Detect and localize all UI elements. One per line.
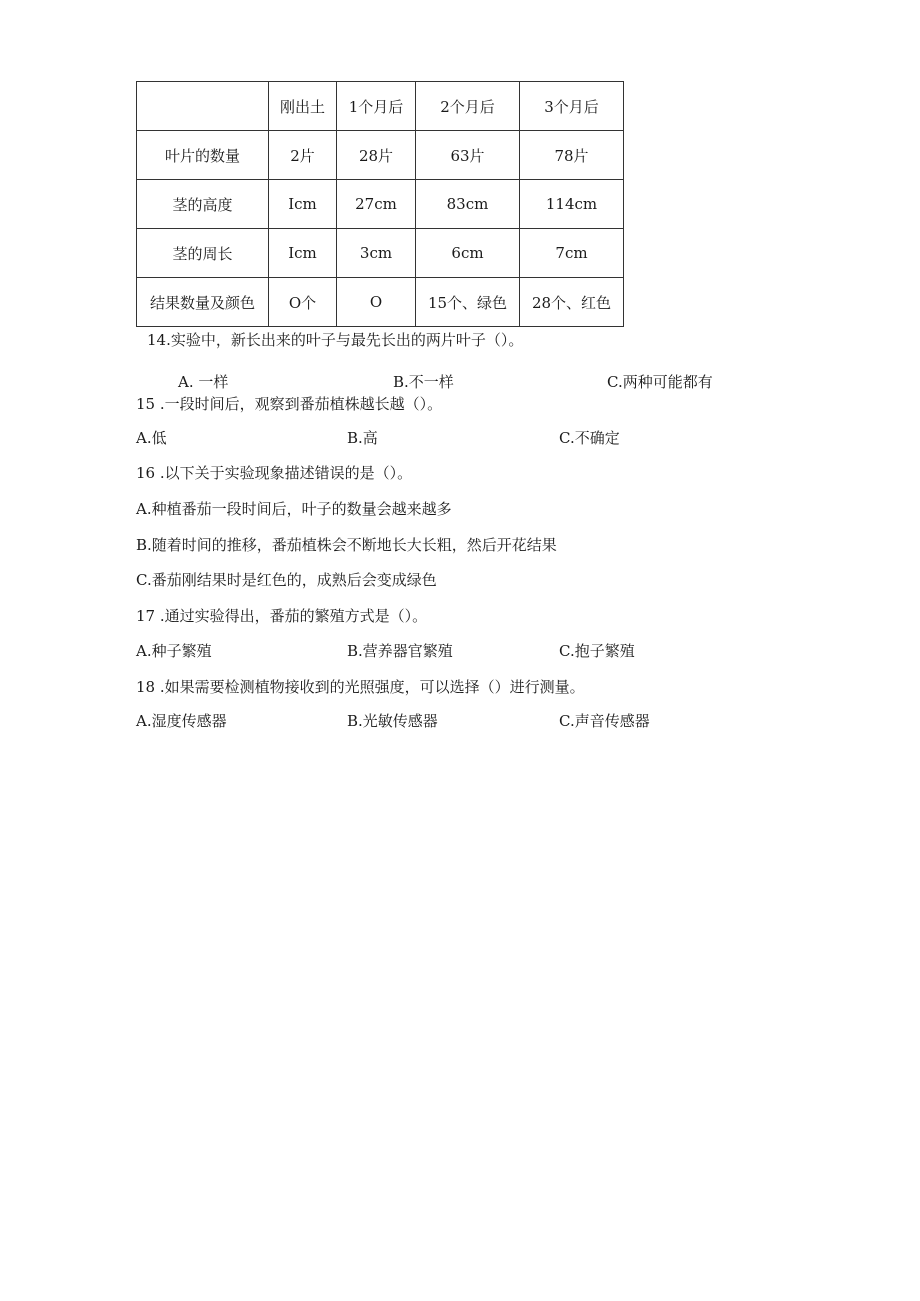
table-cell: 2片: [269, 131, 337, 180]
table-header-cell: 刚出土: [269, 82, 337, 131]
question-14-option-a: A. 一样: [178, 373, 229, 391]
table-header-row: [137, 82, 624, 131]
question-17-option-a: A.种子繁殖: [136, 642, 212, 660]
table-cell: 114cm: [520, 180, 624, 229]
question-15-option-a: A.低: [136, 429, 167, 447]
table-cell: Icm: [269, 229, 337, 278]
table-cell: O: [337, 278, 416, 327]
table-header-cell: 3个月后: [520, 82, 624, 131]
table-cell: 28个、红色: [520, 278, 624, 327]
table-cell: 83cm: [416, 180, 520, 229]
table-cell: 27cm: [337, 180, 416, 229]
table-row: [137, 131, 624, 180]
question-14-option-c: C.两种可能都有: [607, 373, 713, 391]
growth-data-table: [136, 81, 624, 327]
question-17-stem: 17 .通过实验得出，番茄的繁殖方式是（）。: [136, 607, 428, 625]
table-cell: 7cm: [520, 229, 624, 278]
table-cell: 3cm: [337, 229, 416, 278]
table-cell: 63片: [416, 131, 520, 180]
table-cell: 6cm: [416, 229, 520, 278]
question-16-option-a: A.种植番茄一段时间后，叶子的数量会越来越多: [136, 500, 452, 518]
table-row-label: 茎的周长: [137, 229, 269, 278]
question-18-option-b: B.光敏传感器: [347, 712, 438, 730]
table-row-label: 叶片的数量: [137, 131, 269, 180]
table-cell: Icm: [269, 180, 337, 229]
table-row-label: 结果数量及颜色: [137, 278, 269, 327]
question-16-option-b: B.随着时间的推移，番茄植株会不断地长大长粗，然后开花结果: [136, 536, 557, 554]
question-14-option-b: B.不一样: [393, 373, 454, 391]
table-cell: 28片: [337, 131, 416, 180]
table-row: [137, 180, 624, 229]
question-18-option-c: C.声音传感器: [559, 712, 650, 730]
table-header-cell: [137, 82, 269, 131]
table-row: [137, 278, 624, 327]
question-18-stem: 18 .如果需要检测植物接收到的光照强度，可以选择（）进行测量。: [136, 678, 585, 696]
question-15-option-b: B.高: [347, 429, 378, 447]
question-17-option-c: C.抱子繁殖: [559, 642, 635, 660]
question-15-option-c: C.不确定: [559, 429, 620, 447]
question-15-stem: 15 .一段时间后，观察到番茄植株越长越（）。: [136, 395, 443, 413]
table-header-cell: 2个月后: [416, 82, 520, 131]
question-16-stem: 16 .以下关于实验现象描述错误的是（）。: [136, 464, 413, 482]
table-cell: 78片: [520, 131, 624, 180]
question-16-option-c: C.番茄刚结果时是红色的，成熟后会变成绿色: [136, 571, 437, 589]
table-row-label: 茎的高度: [137, 180, 269, 229]
table-cell: O个: [269, 278, 337, 327]
table-header-cell: 1个月后: [337, 82, 416, 131]
question-18-option-a: A.湿度传感器: [136, 712, 227, 730]
table-row: [137, 229, 624, 278]
question-14-stem: 14.实验中，新长出来的叶子与最先长出的两片叶子（）。: [147, 331, 524, 349]
question-17-option-b: B.营养器官繁殖: [347, 642, 453, 660]
table-cell: 15个、绿色: [416, 278, 520, 327]
